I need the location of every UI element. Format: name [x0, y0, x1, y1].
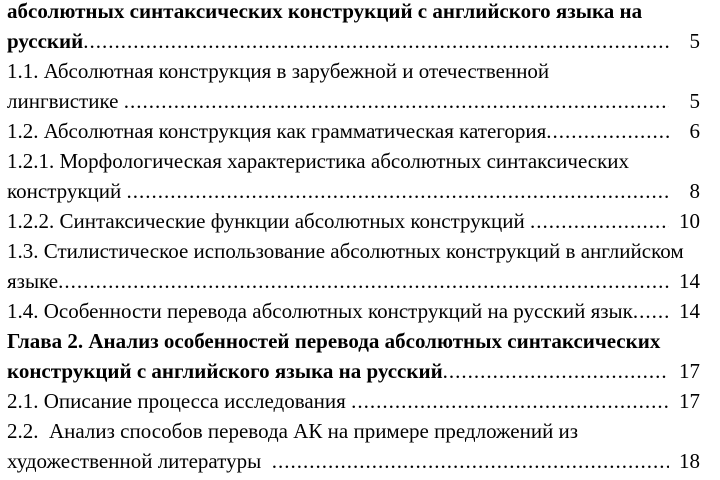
- toc-line: [7, 416, 700, 446]
- toc-text: 1.3. Стилистическое использование абсолютных конструкций в английском: [7, 239, 684, 263]
- dot-leader: [83, 26, 669, 56]
- page-number: 14: [679, 299, 700, 323]
- dot-leader: [633, 296, 669, 326]
- dot-leader: [443, 356, 669, 386]
- toc-text: 2.2. Анализ способов перевода АК на примере предложений из: [7, 419, 579, 443]
- toc-text: языке: [7, 269, 59, 293]
- dot-leader: [127, 176, 669, 206]
- toc-text: 1.2.2. Синтаксические функции абсолютных конструкций: [7, 209, 530, 233]
- toc-line: [7, 146, 700, 176]
- toc-text: 1.4. Особенности перевода абсолютных конструкций на русский язык: [7, 299, 633, 323]
- toc-line: [7, 56, 700, 86]
- toc-text: 2.1. Описание процесса исследования: [7, 389, 352, 413]
- page-number: 6: [689, 119, 700, 143]
- toc-text: художественной литературы: [7, 449, 272, 473]
- toc-text: Глава 2. Анализ особенностей перевода абсолютных синтаксических: [7, 329, 661, 353]
- toc-line: [7, 266, 700, 296]
- toc-line: [7, 296, 700, 326]
- toc-line: [7, 26, 700, 56]
- page-number: 14: [679, 269, 700, 293]
- page-number: 8: [689, 179, 700, 203]
- dot-leader: [124, 86, 669, 116]
- toc-line: [7, 206, 700, 236]
- toc-line: [7, 176, 700, 206]
- page-number: 5: [689, 89, 700, 113]
- toc-text: конструкций: [7, 179, 127, 203]
- toc-line: [7, 386, 700, 416]
- toc-text: конструкций с английского языка на русский: [7, 359, 443, 383]
- toc-text: 1.2.1. Морфологическая характеристика абсолютных синтаксических: [7, 149, 630, 173]
- toc-line: [7, 236, 700, 266]
- dot-leader: [272, 446, 669, 476]
- toc-text: абсолютных синтаксических конструкций с английского языка на: [7, 0, 643, 23]
- toc-text: 1.2. Абсолютная конструкция как грамматическая категория: [7, 119, 547, 143]
- toc-text: русский: [7, 29, 84, 53]
- page-number: 17: [679, 359, 700, 383]
- page-number: 10: [679, 209, 700, 233]
- toc-line: [7, 116, 700, 146]
- toc-line: [7, 356, 700, 386]
- toc-text: лингвистике: [7, 89, 124, 113]
- toc-line: [7, 326, 700, 356]
- dot-leader: [530, 206, 669, 236]
- toc-line: [7, 446, 700, 476]
- page-number: 17: [679, 389, 700, 413]
- dot-leader: [351, 386, 669, 416]
- toc-line: [7, 0, 700, 26]
- toc-line: [7, 86, 700, 116]
- dot-leader: [58, 266, 669, 296]
- page-number: 5: [689, 29, 700, 53]
- toc-text: 1.1. Абсолютная конструкция в зарубежной и отечественной: [7, 59, 550, 83]
- page-number: 18: [679, 449, 700, 473]
- dot-leader: [546, 116, 669, 146]
